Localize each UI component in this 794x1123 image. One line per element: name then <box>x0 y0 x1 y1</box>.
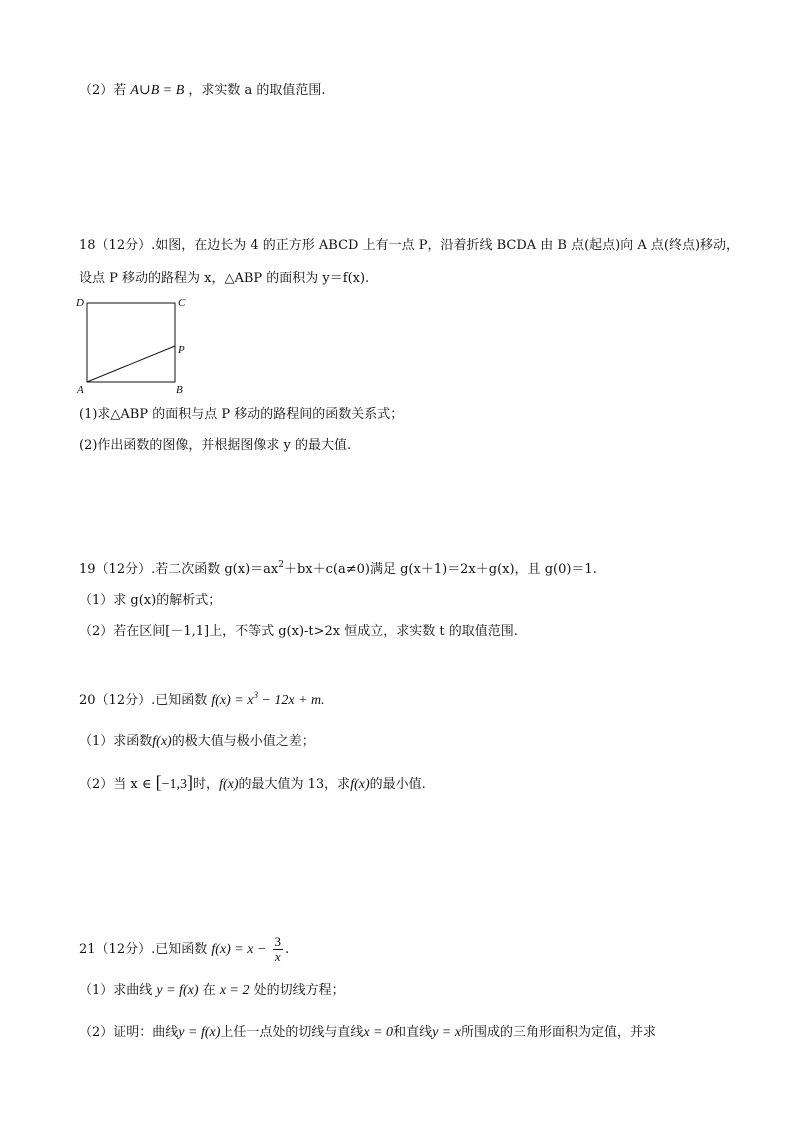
q18-stem-line2: 设点 P 移动的路程为 x，△ABP 的面积为 y＝f(x). <box>79 271 370 286</box>
q18-part1: (1)求△ABP 的面积与点 P 移动的路程间的函数关系式； <box>79 407 404 422</box>
q21-fraction: $\frac{3}{x}$ <box>274 934 282 964</box>
q21-stem: 21（12分）.已知函数 f(x) = x − $\frac{3}{x}$ . <box>79 934 290 964</box>
label-p: P <box>178 344 185 356</box>
segment-ap <box>87 346 175 382</box>
q18-part2: (2)作出函数的图像，并根据图像求 y 的最大值. <box>79 438 352 453</box>
q19-part2: （2）若在区间[－1,1]上，不等式 g(x)-t>2x 恒成立，求实数 t 的取值范围. <box>79 624 518 639</box>
square-abcd <box>87 303 175 382</box>
q21-part2: （2）证明：曲线y = f(x)上任一点处的切线与直线x = 0和直线y = x所围成的三角形面积为定值，并求 <box>79 1025 656 1040</box>
q19-part1: （1）求 g(x)的解析式； <box>79 593 222 608</box>
label-d: D <box>76 297 84 309</box>
label-b: B <box>176 384 183 396</box>
q20-part1: （1）求函数f(x)的极大值与极小值之差； <box>79 734 315 749</box>
q18-stem-line1: 18（12分）.如图，在边长为 4 的正方形 ABCD 上有一点 P，沿着折线 BCDA 由 B 点(起点)向 A 点(终点)移动， <box>79 238 740 253</box>
label-c: C <box>178 297 186 309</box>
q20-part2: （2）当 x ∈ [−1,3]时，f(x)的最大值为 13，求f(x)的最小值. <box>79 772 426 792</box>
q17-part2: （2）若 A∪B = B ，求实数 a 的取值范围. <box>79 83 326 98</box>
q18-square-figure <box>72 294 192 398</box>
q20-function-expression: $f(x) = x^3 - 12x + m$. <box>211 690 325 708</box>
q19-stem: 19（12分）.若二次函数 $g(x)=ax^2+bx+c(a\ne 0)$满足 g(x＋1)＝2x＋g(x)，且 g(0)＝1. <box>79 560 597 577</box>
q17-union-expression: A∪B = B <box>130 83 185 98</box>
label-a: A <box>77 384 84 396</box>
q21-part1: （1）求曲线 y = f(x) 在 x = 2 处的切线方程； <box>79 983 345 998</box>
q20-stem: 20（12分）.已知函数 $f(x) = x^3 - 12x + m$. <box>79 690 325 708</box>
